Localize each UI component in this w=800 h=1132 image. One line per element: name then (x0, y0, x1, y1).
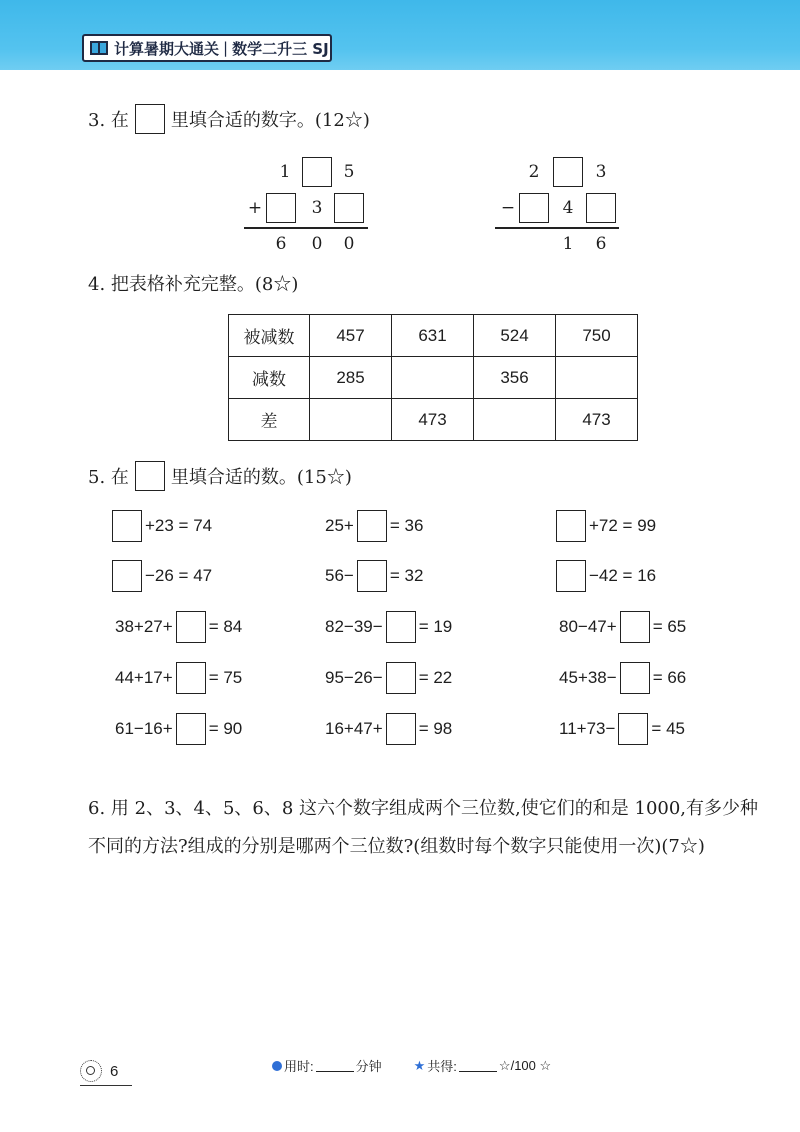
answer-box[interactable] (618, 713, 648, 745)
equation (556, 509, 659, 543)
equation (112, 610, 245, 644)
book-icon (90, 41, 108, 55)
table-cell: 750 (556, 315, 638, 357)
equation-right: = 45 (651, 719, 685, 738)
q6-text: 6. 用 2、3、4、5、6、8 这六个数字组成两个三位数,使它们的和是 1000,有多少种不同的方法?组成的分别是哪两个三位数?(组数时每个数字只能使用一次)(7☆) (88, 798, 759, 857)
row-header: 减数 (229, 357, 310, 399)
equation (112, 661, 245, 695)
score-total: ☆/100 ☆ (498, 1057, 552, 1073)
answer-box[interactable] (112, 560, 142, 592)
table-row (229, 357, 638, 399)
q4-title: 4. 把表格补充完整。(8☆) (88, 274, 299, 295)
q3-sample-box (135, 104, 165, 134)
equation (556, 661, 689, 695)
answer-box[interactable] (334, 193, 364, 223)
answer-box[interactable] (386, 713, 416, 745)
equation (322, 509, 426, 543)
equation (556, 712, 688, 746)
equation (556, 610, 689, 644)
minus-sign: − (500, 198, 516, 218)
row-header: 差 (229, 399, 310, 441)
table-row (229, 399, 638, 441)
table-cell: 473 (556, 399, 638, 441)
table-cell-blank[interactable] (474, 399, 556, 441)
equation (322, 559, 426, 593)
page-number: 6 (110, 1062, 119, 1080)
score-label: 共得: (427, 1059, 457, 1074)
equation-left: 95−26− (325, 668, 383, 687)
answer-box[interactable] (586, 193, 616, 223)
digit: 4 (562, 198, 574, 218)
table-cell-blank[interactable] (310, 399, 392, 441)
equation-left: 11+73− (559, 719, 616, 738)
answer-box[interactable] (620, 611, 650, 643)
time-unit: 分钟 (355, 1059, 382, 1074)
table-cell: 457 (310, 315, 392, 357)
answer-box[interactable] (302, 157, 332, 187)
equation-right: = 90 (208, 719, 243, 738)
score-blank[interactable] (459, 1059, 497, 1072)
footer (272, 1056, 551, 1075)
q4-table (228, 314, 638, 441)
answer-box[interactable] (556, 510, 586, 542)
equation-left: 16+47+ (325, 719, 383, 738)
answer-box[interactable] (553, 157, 583, 187)
equation-left: 56− (325, 566, 354, 585)
answer-box[interactable] (386, 611, 416, 643)
q5-sample-box (135, 461, 165, 491)
time-blank[interactable] (316, 1059, 354, 1072)
row-header: 被减数 (229, 315, 310, 357)
equation (112, 509, 215, 543)
q3-left-problem (240, 157, 370, 257)
answer-box[interactable] (112, 510, 142, 542)
equation-left: 80−47+ (559, 617, 617, 636)
table-cell: 356 (474, 357, 556, 399)
equation-left: 82−39− (325, 617, 383, 636)
clock-icon (272, 1061, 282, 1071)
answer-box[interactable] (620, 662, 650, 694)
equation-right: = 19 (418, 617, 453, 636)
book-title: 计算暑期大通关 (114, 39, 220, 58)
equation (322, 712, 455, 746)
digit: 1 (562, 234, 574, 254)
equation-right: = 75 (208, 668, 243, 687)
digit: 6 (275, 234, 287, 254)
equation-left: 61−16+ (115, 719, 173, 738)
equation-right: = 66 (652, 668, 687, 687)
answer-box[interactable] (357, 560, 387, 592)
table-cell: 631 (392, 315, 474, 357)
equation (322, 610, 455, 644)
page-number-area (80, 1060, 118, 1082)
q5-suffix: 里填合适的数。(15☆) (170, 467, 352, 488)
plus-sign: + (247, 198, 263, 218)
equation-right: = 36 (389, 516, 424, 535)
star-icon: ★ (413, 1057, 426, 1073)
equation-left: 45+38− (559, 668, 617, 687)
table-cell: 285 (310, 357, 392, 399)
answer-box[interactable] (266, 193, 296, 223)
sun-icon (80, 1060, 102, 1082)
equation-left: 38+27+ (115, 617, 173, 636)
equation (112, 712, 245, 746)
digit: 6 (595, 234, 607, 254)
answer-box[interactable] (519, 193, 549, 223)
digit: 3 (595, 162, 607, 182)
q3-title (88, 104, 370, 134)
equation-left: 25+ (325, 516, 354, 535)
equation-right: = 98 (418, 719, 453, 738)
time-label: 用时: (284, 1059, 314, 1074)
q5-prefix: 5. 在 (88, 467, 129, 488)
equation (322, 661, 455, 695)
equation-right: +23 = 74 (145, 516, 213, 535)
answer-box[interactable] (176, 713, 206, 745)
table-cell: 524 (474, 315, 556, 357)
answer-box[interactable] (556, 560, 586, 592)
equation-right: +72 = 99 (589, 516, 657, 535)
q3-suffix: 里填合适的数字。(12☆) (170, 110, 370, 131)
equation-right: −26 = 47 (145, 566, 213, 585)
header-separator: | (223, 39, 229, 57)
equation-right: −42 = 16 (589, 566, 657, 585)
equation-right: = 32 (389, 566, 424, 585)
q5-title (88, 461, 352, 491)
equation (112, 559, 215, 593)
answer-box[interactable] (357, 510, 387, 542)
answer-box[interactable] (176, 662, 206, 694)
digit: 0 (343, 234, 355, 254)
answer-box[interactable] (176, 611, 206, 643)
equation (556, 559, 659, 593)
table-cell-blank[interactable] (556, 357, 638, 399)
digit: 3 (311, 198, 323, 218)
page-underline (80, 1085, 132, 1086)
table-cell: 473 (392, 399, 474, 441)
digit: 2 (528, 162, 540, 182)
digit: 0 (311, 234, 323, 254)
equation-left: 44+17+ (115, 668, 173, 687)
table-cell-blank[interactable] (392, 357, 474, 399)
equation-right: = 84 (208, 617, 243, 636)
q3-right-problem (493, 157, 623, 257)
equation-right: = 22 (418, 668, 453, 687)
digit: 1 (279, 162, 291, 182)
q3-prefix: 3. 在 (88, 110, 129, 131)
book-subtitle: 数学二升三 SJ (232, 39, 329, 58)
book-header (82, 34, 332, 62)
table-row (229, 315, 638, 357)
answer-box[interactable] (386, 662, 416, 694)
equation-right: = 65 (652, 617, 687, 636)
digit: 5 (343, 162, 355, 182)
